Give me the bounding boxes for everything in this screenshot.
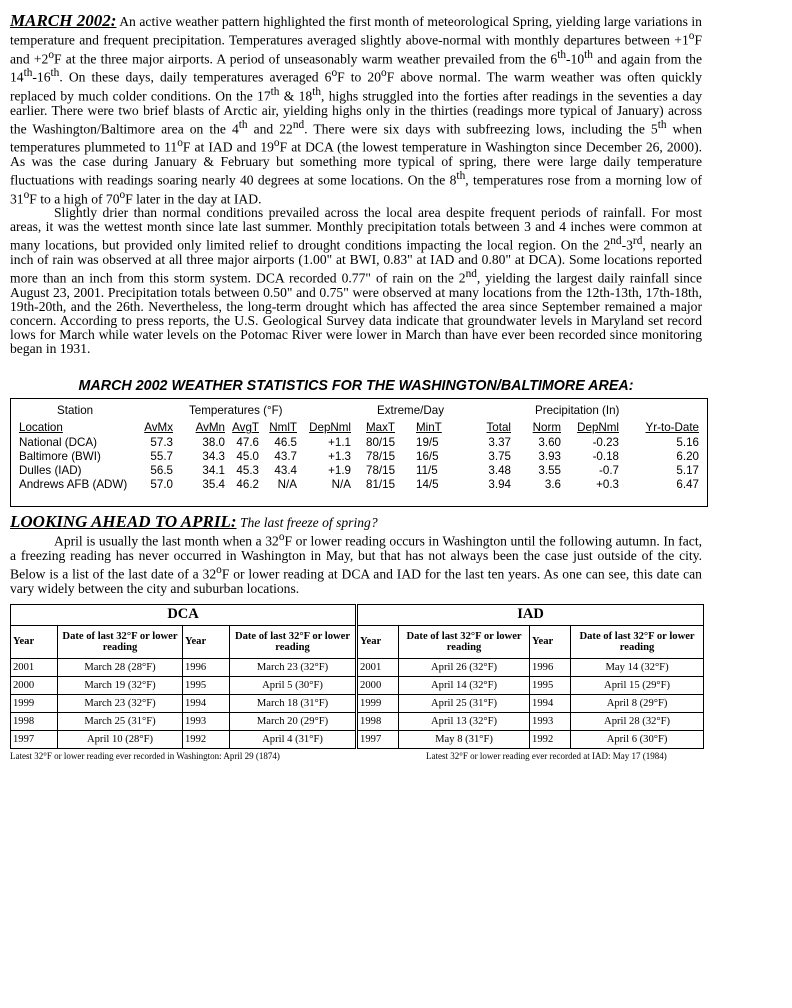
date-cell: March 28 (28°F) bbox=[58, 658, 183, 676]
stats-cell: 46.2 bbox=[236, 478, 259, 492]
stats-cell: 19/5 bbox=[416, 436, 439, 450]
date-cell: May 14 (32°F) bbox=[571, 658, 704, 676]
stats-header-depnml: DepNml bbox=[577, 421, 619, 435]
date-cell: March 25 (31°F) bbox=[58, 712, 183, 730]
date-cell: April 13 (32°F) bbox=[399, 712, 530, 730]
col-year: Year bbox=[11, 625, 58, 658]
stats-header-norm: Norm bbox=[532, 421, 561, 435]
year-cell: 1997 bbox=[11, 730, 58, 748]
stats-cell: 5.16 bbox=[676, 436, 699, 450]
last-freeze-table bbox=[10, 604, 704, 749]
weather-stats-table bbox=[10, 398, 708, 507]
year-cell: 1992 bbox=[530, 730, 571, 748]
dca-header: DCA bbox=[11, 604, 357, 625]
stats-header-avgt: AvgT bbox=[232, 421, 259, 435]
date-cell: April 25 (31°F) bbox=[399, 694, 530, 712]
march-paragraph-2: Slightly drier than normal conditions prevailed across the local area despite frequent periods of rainfall. For most areas, it was the wettest month since late last summer. Monthly precipitation totals between 3 and 4 inches were common at many locations, but provided only limited relief to drought conditions impacting the local region. On the 2nd-3rd, nearly an inch of rain was observed at all three major airports (1.00" at BWI, 0.83" at IAD and 0.80" at DCA). Some locations reported more than an inch from this storm system. DCA recorded 0.77" of rain on the 2nd, yielding the largest daily rainfall since August 23, 2001. Precipitation totals between 0.50" and 0.75" were observed at many locations from the 12th-13th, 17th-18th, 19th-20th, and the 26th. Nevertheless, the long-term drought which has affected the area since September remained a major concern. According to press reports, the U.S. Geological Survey data indicate that groundwater levels in Maryland set record lows for March while water levels on the Potomac River were lower in March than have ever been recorded since monitoring began in 1931. bbox=[10, 205, 702, 357]
year-cell: 2001 bbox=[11, 658, 58, 676]
stats-cell: 81/15 bbox=[366, 478, 396, 492]
year-cell: 1992 bbox=[183, 730, 230, 748]
stats-cell: 57.0 bbox=[150, 478, 173, 492]
col-date: Date of last 32°F or lower reading bbox=[571, 625, 704, 658]
stats-header-nmlt: NmlT bbox=[269, 421, 297, 435]
stats-station-name: National (DCA) bbox=[19, 436, 97, 450]
stats-cell: 45.0 bbox=[236, 450, 259, 464]
stats-cell: 35.4 bbox=[202, 478, 225, 492]
year-cell: 1998 bbox=[357, 712, 399, 730]
stats-cell: 11/5 bbox=[416, 464, 438, 478]
stats-cell: 3.6 bbox=[544, 478, 561, 492]
date-cell: April 14 (32°F) bbox=[399, 676, 530, 694]
iad-header: IAD bbox=[357, 604, 704, 625]
table-row bbox=[11, 730, 704, 748]
stats-cell: 46.5 bbox=[274, 436, 297, 450]
stats-cell: 3.37 bbox=[488, 436, 511, 450]
year-cell: 1998 bbox=[11, 712, 58, 730]
date-cell: April 8 (29°F) bbox=[571, 694, 704, 712]
date-cell: April 15 (29°F) bbox=[571, 676, 704, 694]
stats-cell: 3.93 bbox=[538, 450, 561, 464]
stats-cell: 55.7 bbox=[150, 450, 173, 464]
stats-cell: 6.47 bbox=[676, 478, 699, 492]
stats-header-avmn: AvMn bbox=[195, 421, 225, 435]
stats-cell: N/A bbox=[277, 478, 297, 492]
col-year: Year bbox=[183, 625, 230, 658]
year-cell: 1995 bbox=[183, 676, 230, 694]
stats-cell: 3.48 bbox=[488, 464, 511, 478]
stats-cell: 3.55 bbox=[538, 464, 561, 478]
stats-cell: 3.60 bbox=[538, 436, 561, 450]
year-cell: 1993 bbox=[183, 712, 230, 730]
april-heading: LOOKING AHEAD TO APRIL: bbox=[10, 512, 237, 532]
date-cell: April 26 (32°F) bbox=[399, 658, 530, 676]
stats-cell: 78/15 bbox=[366, 450, 396, 464]
stats-cell: 43.4 bbox=[274, 464, 297, 478]
stats-cell: N/A bbox=[331, 478, 351, 492]
stats-station-name: Andrews AFB (ADW) bbox=[19, 478, 128, 492]
year-cell: 1994 bbox=[183, 694, 230, 712]
stats-cell: 6.20 bbox=[676, 450, 699, 464]
stats-cell: 57.3 bbox=[150, 436, 173, 450]
stats-cell: +1.3 bbox=[328, 450, 351, 464]
newsletter-page bbox=[10, 11, 703, 765]
stats-group-precipitation: Precipitation (In) bbox=[535, 404, 620, 418]
year-cell: 1999 bbox=[11, 694, 58, 712]
stats-cell: 14/5 bbox=[416, 478, 439, 492]
table-row bbox=[11, 658, 704, 676]
year-cell: 2001 bbox=[357, 658, 399, 676]
year-cell: 1999 bbox=[357, 694, 399, 712]
date-cell: March 20 (29°F) bbox=[230, 712, 357, 730]
stats-header-location: Location bbox=[19, 421, 63, 435]
stats-station-name: Dulles (IAD) bbox=[19, 464, 82, 478]
stats-cell: 34.3 bbox=[202, 450, 225, 464]
stats-cell: -0.18 bbox=[592, 450, 619, 464]
year-cell: 1997 bbox=[357, 730, 399, 748]
stats-group-station: Station bbox=[57, 404, 94, 418]
date-cell: April 5 (30°F) bbox=[230, 676, 357, 694]
col-date: Date of last 32°F or lower reading bbox=[399, 625, 530, 658]
year-cell: 1995 bbox=[530, 676, 571, 694]
date-cell: April 28 (32°F) bbox=[571, 712, 704, 730]
stats-cell: 3.75 bbox=[488, 450, 511, 464]
stats-cell: +0.3 bbox=[596, 478, 619, 492]
col-year: Year bbox=[357, 625, 399, 658]
footnote-dca: Latest 32°F or lower reading ever recorded in Washington: April 29 (1874) bbox=[10, 750, 280, 761]
stats-header-maxt: MaxT bbox=[366, 421, 395, 435]
april-paragraph: LOOKING AHEAD TO APRIL: The last freeze of spring? April is usually the last month when a 32$^o$F or lower reading occurs in Washington until the following autumn. In fact, a freezing reading has never occurred in Washington in May, but that has not always been the case just outside of the city. Below is a list of the last date of a 32$^o$F or lower reading at DCA and IAD for the last ten years. As one can see, this date can vary widely between the city and suburban locations. bbox=[10, 512, 702, 596]
date-cell: April 4 (31°F) bbox=[230, 730, 357, 748]
stats-header-mint: MinT bbox=[416, 421, 442, 435]
stats-header-yr-to-date: Yr-to-Date bbox=[645, 421, 699, 435]
stats-cell: +1.1 bbox=[328, 436, 351, 450]
date-cell: May 8 (31°F) bbox=[399, 730, 530, 748]
date-cell: March 23 (32°F) bbox=[58, 694, 183, 712]
stats-cell: 56.5 bbox=[150, 464, 173, 478]
year-cell: 2000 bbox=[11, 676, 58, 694]
date-cell: March 19 (32°F) bbox=[58, 676, 183, 694]
stats-group-temperatures: Temperatures (°F) bbox=[189, 404, 283, 418]
stats-cell: 45.3 bbox=[236, 464, 259, 478]
year-cell: 1994 bbox=[530, 694, 571, 712]
stats-header-depnml: DepNml bbox=[309, 421, 351, 435]
march-heading: MARCH 2002: bbox=[10, 11, 117, 30]
col-year: Year bbox=[530, 625, 571, 658]
stats-header-total: Total bbox=[486, 421, 511, 435]
stats-cell: 80/15 bbox=[366, 436, 396, 450]
stats-cell: 47.6 bbox=[236, 436, 259, 450]
date-cell: March 18 (31°F) bbox=[230, 694, 357, 712]
table-row bbox=[11, 712, 704, 730]
stats-header-avmx: AvMx bbox=[144, 421, 173, 435]
year-cell: 1996 bbox=[183, 658, 230, 676]
year-cell: 1993 bbox=[530, 712, 571, 730]
stats-cell: +1.9 bbox=[328, 464, 351, 478]
stats-cell: -0.23 bbox=[592, 436, 619, 450]
col-date: Date of last 32°F or lower reading bbox=[58, 625, 183, 658]
stats-title: MARCH 2002 WEATHER STATISTICS FOR THE WASHINGTON/BALTIMORE AREA: bbox=[78, 378, 634, 395]
stats-cell: 34.1 bbox=[202, 464, 225, 478]
stats-station-name: Baltimore (BWI) bbox=[19, 450, 101, 464]
stats-cell: -0.7 bbox=[599, 464, 619, 478]
stats-cell: 16/5 bbox=[416, 450, 439, 464]
stats-cell: 43.7 bbox=[274, 450, 297, 464]
year-cell: 2000 bbox=[357, 676, 399, 694]
stats-cell: 3.94 bbox=[488, 478, 511, 492]
table-row bbox=[11, 694, 704, 712]
date-cell: April 10 (28°F) bbox=[58, 730, 183, 748]
stats-group-extreme: Extreme/Day bbox=[377, 404, 445, 418]
march-paragraph-1: MARCH 2002: An active weather pattern highlighted the first month of meteorological Spring, yielding large variations in temperature and frequent precipitation. Temperatures averaged slightly above-normal with monthly departures between $+1^oF$ and $+2^oF$ at the three major airports. A period of unseasonably warm weather prevailed from the 6th-10th and again from the 14th-16th. On these days, daily temperatures averaged 6$^o$F to 20$^o$F above normal. The warm weather was often quickly replaced by much colder conditions. On the 17th & 18th, highs struggled into the forties after readings in the seventies a day earlier. There were two brief blasts of Arctic air, yielding highs only in the thirties (readings more typical of January) across the Washington/Baltimore area on the 4th and 22nd. There were six days with subfreezing lows, including the 5th when temperatures plummeted to 11$^o$F at IAD and 19$^o$F at DCA (the lowest temperature in Washington since December 26, 2000). As was the case during January & February but something more typical of spring, there were large daily temperature fluctuations with readings soaring nearly 40 degrees at some locations. On the 8th, temperatures rose from a morning low of 31$^o$F to a high of 70$^o$F later in the day at IAD. bbox=[10, 11, 703, 207]
year-cell: 1996 bbox=[530, 658, 571, 676]
col-date: Date of last 32°F or lower reading bbox=[230, 625, 357, 658]
stats-cell: 38.0 bbox=[202, 436, 225, 450]
table-row bbox=[11, 676, 704, 694]
stats-cell: 78/15 bbox=[366, 464, 396, 478]
stats-cell: 5.17 bbox=[676, 464, 699, 478]
april-subheading: The last freeze of spring? bbox=[239, 515, 378, 531]
date-cell: March 23 (32°F) bbox=[230, 658, 357, 676]
date-cell: April 6 (30°F) bbox=[571, 730, 704, 748]
footnote-iad: Latest 32°F or lower reading ever recorded at IAD: May 17 (1984) bbox=[426, 750, 667, 761]
